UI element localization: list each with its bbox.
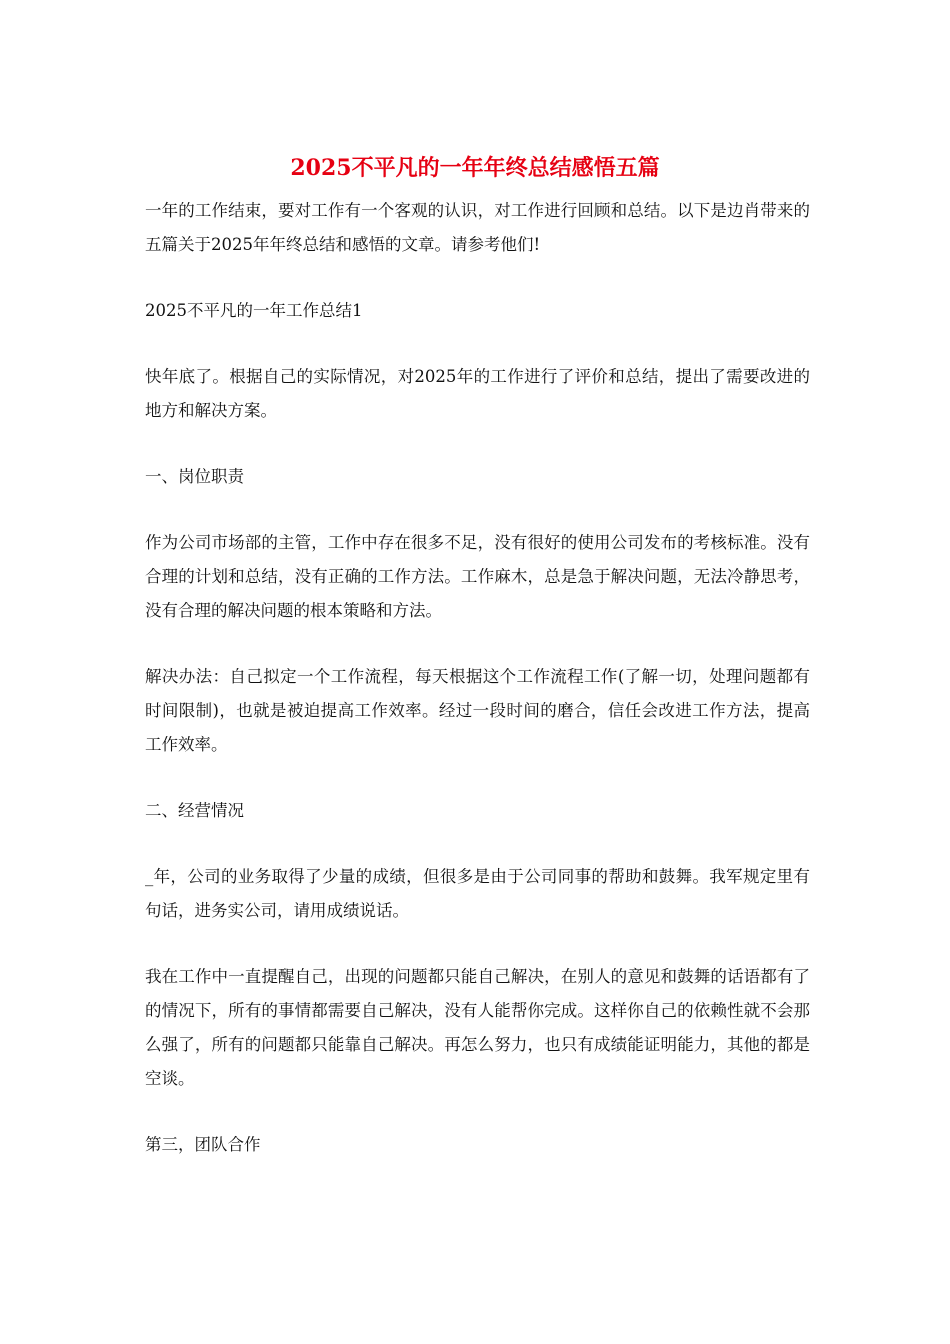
document-body xyxy=(145,194,810,1194)
paragraph-3: 解决办法：自己拟定一个工作流程，每天根据这个工作流程工作(了解一切，处理问题都有时间限制)，也就是被迫提高工作效率。经过一段时间的磨合，信任会改进工作方法，提高工作效率。 xyxy=(145,667,810,754)
paragraph-2: 作为公司市场部的主管，工作中存在很多不足，没有很好的使用公司发布的考核标准。没有合理的计划和总结，没有正确的工作方法。工作麻木，总是急于解决问题，无法冷静思考，没有合理的解决问题的根本策略和方法。 xyxy=(145,533,810,620)
heading-job-duties: 一、岗位职责 xyxy=(145,467,244,486)
heading-teamwork: 第三，团队合作 xyxy=(145,1135,261,1154)
section-title-1: 2025不平凡的一年工作总结1 xyxy=(145,301,363,320)
paragraph-4: _年，公司的业务取得了少量的成绩，但很多是由于公司同事的帮助和鼓舞。我军规定里有句话，进务实公司，请用成绩说话。 xyxy=(145,867,810,920)
intro-paragraph: 一年的工作结束，要对工作有一个客观的认识，对工作进行回顾和总结。以下是边肖带来的五篇关于2025年年终总结和感悟的文章。请参考他们! xyxy=(145,201,810,254)
heading-business-status: 二、经营情况 xyxy=(145,801,244,820)
paragraph-1: 快年底了。根据自己的实际情况，对2025年的工作进行了评价和总结，提出了需要改进的地方和解决方案。 xyxy=(145,367,810,420)
document-title: 2025不平凡的一年年终总结感悟五篇 xyxy=(290,155,660,181)
paragraph-5: 我在工作中一直提醒自己，出现的问题都只能自己解决，在别人的意见和鼓舞的话语都有了的情况下，所有的事情都需要自己解决，没有人能帮你完成。这样你自己的依赖性就不会那么强了，所有的问题都只能靠自己解决。再怎么努力，也只有成绩能证明能力，其他的都是空谈。 xyxy=(145,967,810,1088)
